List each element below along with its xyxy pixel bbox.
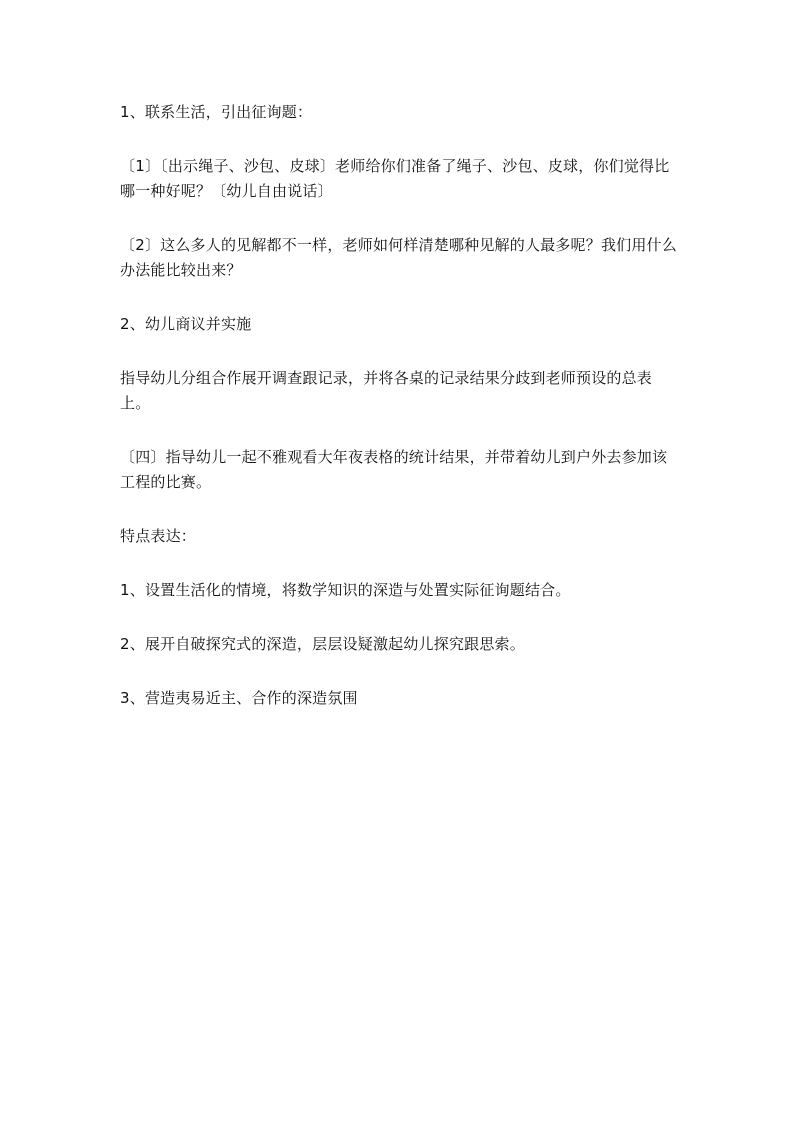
paragraph-step-four: 〔四〕指导幼儿一起不雅观看大年夜表格的统计结果，并带着幼儿到户外去参加该工程的比赛。 [120,448,668,491]
section-heading-features: 特点表达： [120,527,197,545]
paragraph-guide-survey: 指导幼儿分组合作展开调查跟记录，并将各桌的记录结果分歧到老师预设的总表上。 [120,369,653,412]
feature-item-3: 3、营造夷易近主、合作的深造氛围 [120,689,358,707]
section-heading-contact-life: 1、联系生活，引出征询题： [120,103,313,121]
feature-item-1: 1、设置生活化的情境，将数学知识的深造与处置实际征询题结合。 [120,581,571,599]
section-heading-discuss-implement: 2、幼儿商议并实施 [120,315,252,333]
document-body [120,100,680,740]
paragraph-step-2: 〔2〕这么多人的见解都不一样，老师如何样清楚哪种见解的人最多呢？我们用什么办法能比较出来？ [120,236,677,279]
feature-item-2: 2、展开自破探究式的深造，层层设疑激起幼儿探究跟思索。 [120,635,525,653]
paragraph-step-1: 〔1〕〔出示绳子、沙包、皮球〕老师给你们准备了绳子、沙包、皮球，你们觉得比哪一种好呢？〔幼儿自由说话〕 [120,157,670,200]
